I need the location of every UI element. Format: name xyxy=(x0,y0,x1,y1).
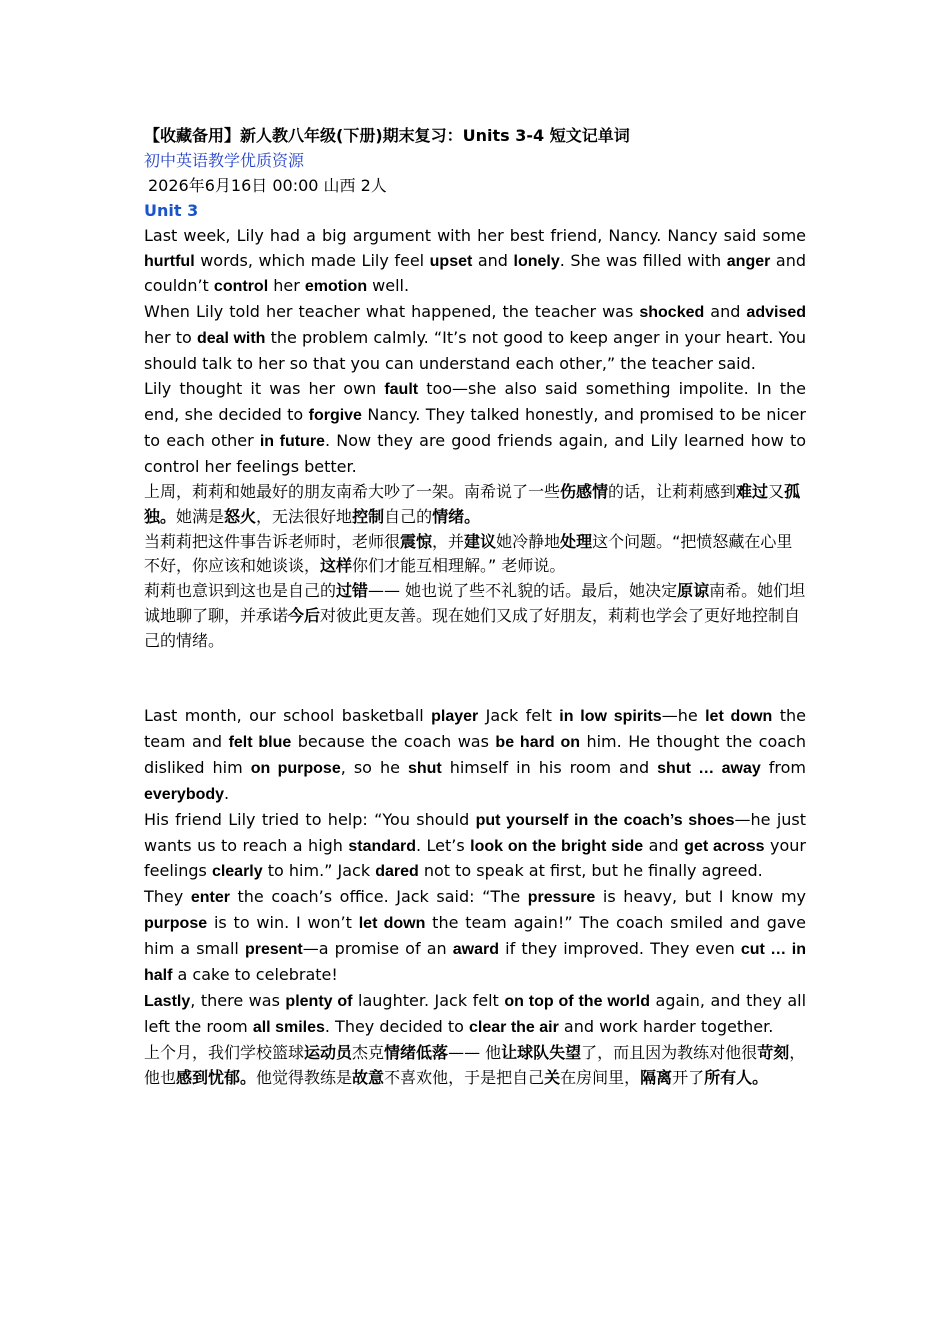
vocab-word: dared xyxy=(375,863,419,881)
story2-translation-1: 上个月，我们学校篮球运动员杰克情绪低落—— 他让球队失望了，而且因为教练对他很苛刻，他也感到忧郁。他觉得教练是故意不喜欢他，于是把自己关在房间里，隔离开了所有人。 xyxy=(144,1042,806,1087)
vocab-word: 控制 xyxy=(352,506,385,526)
vocab-word: 这样 xyxy=(320,556,353,576)
vocab-word: let down xyxy=(358,915,426,933)
vocab-word: clearly xyxy=(211,863,263,881)
story1-paragraph-3: Lily thought it was her own fault too—she also said something impolite. In the end, she decided to forgive Nancy. They talked honestly, and promised to be nicer to each other in future. Now they are good friends again, and Lily learned how to control her feelings better. xyxy=(144,379,807,476)
vocab-word: 今后 xyxy=(288,606,321,626)
vocab-word: present xyxy=(244,941,303,959)
vocab-word: felt blue xyxy=(228,733,292,751)
vocab-word: anger xyxy=(726,252,771,270)
vocab-word: 运动员 xyxy=(304,1042,353,1062)
vocab-word: lonely xyxy=(513,252,560,270)
vocab-word: 原谅 xyxy=(677,581,710,601)
vocab-word: 让球队失望 xyxy=(501,1042,582,1062)
vocab-word: 苛刻 xyxy=(757,1042,790,1062)
article-title: 【收藏备用】新人教八年级(下册)期末复习：Units 3-4 短文记单词 xyxy=(144,126,630,145)
vocab-word: in future xyxy=(259,432,325,450)
vocab-word: Lastly xyxy=(144,993,191,1010)
vocab-word: shocked xyxy=(639,304,705,322)
vocab-word: shut xyxy=(407,759,442,777)
article xyxy=(144,124,806,1091)
vocab-word: 所有人。 xyxy=(704,1067,769,1087)
vocab-word: enter xyxy=(190,889,230,907)
unit-heading: Unit 3 xyxy=(144,200,199,220)
vocab-word: on top of the world xyxy=(504,993,651,1010)
vocab-word: on purpose xyxy=(250,759,341,777)
vocab-word: 情绪。 xyxy=(432,506,481,526)
vocab-word: cut … in half xyxy=(144,941,806,985)
vocab-word: control xyxy=(213,278,269,296)
vocab-word: 建议 xyxy=(464,531,497,551)
source-account-link[interactable]: 初中英语教学优质资源 xyxy=(144,150,305,170)
vocab-word: 处理 xyxy=(560,531,593,551)
vocab-word: 孤独。 xyxy=(144,481,801,526)
publish-meta: 2026年6月16日 00:00 山西 2人 xyxy=(148,175,387,195)
vocab-word: forgive xyxy=(308,406,362,424)
vocab-word: put yourself in the coach’s shoes xyxy=(475,811,735,829)
story2-paragraph-2: His friend Lily tried to help: “You should put yourself in the coach’s shoes—he just wants us to reach a high standard. Let’s look on the bright side and get across your feelings clearly to him.” Jack dared not to speak at first, but he finally agreed. xyxy=(144,809,807,881)
vocab-word: 故意 xyxy=(352,1067,385,1087)
vocab-word: let down xyxy=(705,708,773,726)
vocab-word: upset xyxy=(429,252,473,270)
story1-paragraph-2: When Lily told her teacher what happened, the teacher was shocked and advised her to deal with the problem calmly. “It’s not good to keep anger in your heart. You should talk to her so that you can understand each other,” the teacher said. xyxy=(144,302,807,374)
vocab-word: fault xyxy=(384,381,419,399)
vocab-word: 难过 xyxy=(736,481,769,501)
vocab-word: pressure xyxy=(527,889,596,907)
vocab-word: clear the air xyxy=(469,1018,559,1036)
section-spacer xyxy=(144,654,806,704)
vocab-word: look on the bright side xyxy=(470,837,644,855)
vocab-word: 震惊 xyxy=(400,531,433,551)
vocab-word: get across xyxy=(684,837,765,855)
vocab-word: 关 xyxy=(544,1067,561,1087)
story1-translation-3: 莉莉也意识到这也是自己的过错—— 她也说了些不礼貌的话。最后，她决定原谅南希。她们坦诚地聊了聊，并承诺今后对彼此更友善。现在她们又成了好朋友，莉莉也学会了更好地控制自己的情绪。 xyxy=(144,581,806,651)
vocab-word: hurtful xyxy=(144,252,195,270)
vocab-word: deal with xyxy=(196,330,266,348)
vocab-word: 隔离 xyxy=(640,1067,673,1087)
story1-translation-2: 当莉莉把这件事告诉老师时，老师很震惊，并建议她冷静地处理这个问题。“把愤怒藏在心里不好，你应该和她谈谈，这样你们才能互相理解。” 老师说。 xyxy=(144,531,793,576)
vocab-word: shut … away xyxy=(657,759,761,777)
vocab-word: 怒火 xyxy=(224,506,257,526)
vocab-word: standard xyxy=(348,837,416,855)
vocab-word: 过错 xyxy=(336,581,369,601)
vocab-word: everybody xyxy=(144,785,225,803)
vocab-word: in low spirits xyxy=(559,708,662,726)
vocab-word: 情绪低落 xyxy=(384,1042,449,1062)
vocab-word: player xyxy=(431,708,479,726)
story1-paragraph-1: Last week, Lily had a big argument with her best friend, Nancy. Nancy said some hurtful words, which made Lily feel upset and lonely. She was filled with anger and couldn’t control her emotion well. xyxy=(144,225,806,296)
vocab-word: emotion xyxy=(304,278,368,296)
vocab-word: purpose xyxy=(144,915,208,933)
story1-translation-1: 上周，莉莉和她最好的朋友南希大吵了一架。南希说了一些伤感情的话，让莉莉感到难过又孤独。她满是怒火，无法很好地控制自己的情绪。 xyxy=(144,481,801,526)
vocab-word: plenty of xyxy=(285,993,353,1010)
vocab-word: 感到忧郁。 xyxy=(176,1067,257,1087)
vocab-word: advised xyxy=(746,304,807,322)
story2-paragraph-4: Lastly, there was plenty of laughter. Jack felt on top of the world again, and they all left the room all smiles. They decided to clear the air and work harder together. xyxy=(144,991,807,1036)
vocab-word: award xyxy=(452,941,500,959)
vocab-word: all smiles xyxy=(252,1018,325,1036)
story2-paragraph-3: They enter the coach’s office. Jack said: “The pressure is heavy, but I know my purpose is to win. I won’t let down the team again!” The coach smiled and gave him a small present—a promise of an award if they improved. They even cut … in half a cake to celebrate! xyxy=(144,887,807,985)
vocab-word: 伤感情 xyxy=(560,481,609,501)
story2-paragraph-1: Last month, our school basketball player Jack felt in low spirits—he let down the team and felt blue because the coach was be hard on him. He thought the coach disliked him on purpose, so he shut himself in his room and shut … away from everybody. xyxy=(144,706,807,803)
vocab-word: be hard on xyxy=(495,733,580,751)
